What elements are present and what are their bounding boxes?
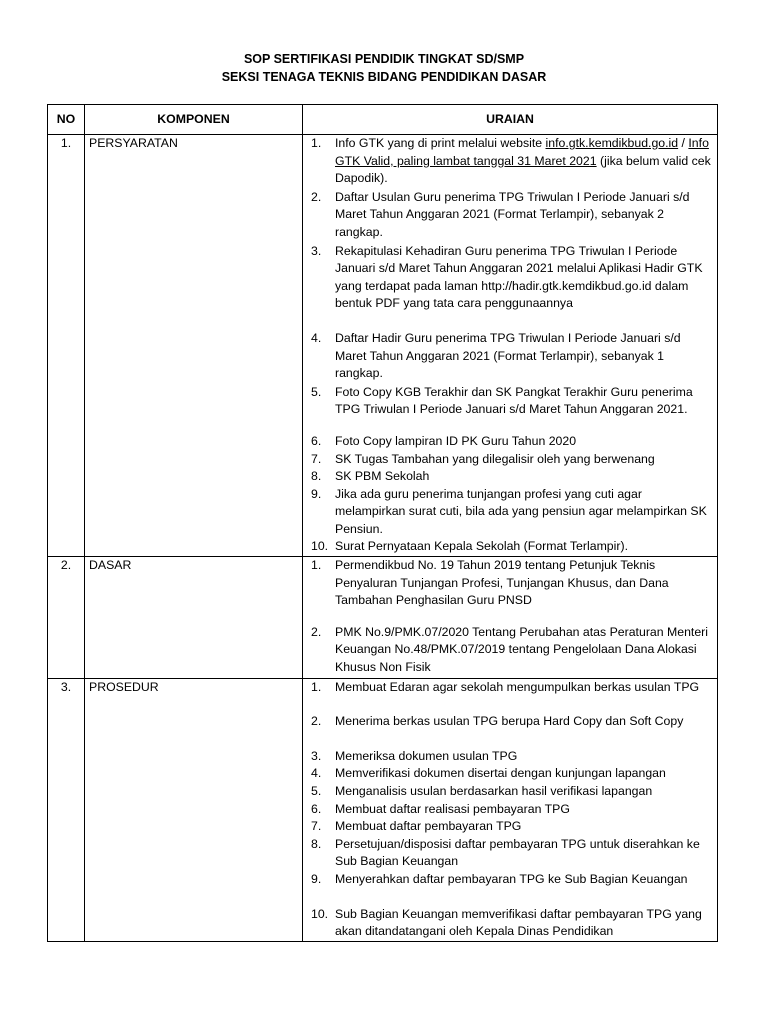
procedure-list [303,679,717,941]
row-description [303,135,718,557]
list-item: 1. Membuat Edaran agar sekolah mengumpulkan berkas usulan TPG [311,679,700,694]
list-item: 4. Daftar Hadir Guru penerima TPG Triwulan I Periode Januari s/d Maret Tahun Anggaran 2021 (Format Terlampir), sebanyak 1 rangkap. [311,330,681,381]
header-komponen: KOMPONEN [85,105,303,135]
row-component: DASAR [85,557,303,679]
header-no: NO [48,105,85,135]
list-item: 2. Menerima berkas usulan TPG berupa Hard Copy dan Soft Copy [311,714,684,729]
list-item: 8. SK PBM Sekolah [311,469,430,484]
row-component: PROSEDUR [85,678,303,941]
row-number: 2. [48,557,85,679]
list-item: 10. Sub Bagian Keuangan memverifikasi daftar pembayaran TPG yang akan ditandatangani oleh Kepala Dinas Pendidikan [311,906,702,939]
table-row [48,135,718,557]
gtk-website-link[interactable]: info.gtk.kemdikbud.go.id [545,136,679,150]
requirement-list [303,135,717,556]
list-item: 4. Memverifikasi dokumen disertai dengan kunjungan lapangan [311,766,666,781]
row-description [303,678,718,941]
gtk-valid-link[interactable]: Info GTK Valid, paling lambat tanggal 31 Maret 2021 [335,136,709,168]
document-subtitle: SEKSI TENAGA TEKNIS BIDANG PENDIDIKAN DASAR [221,70,547,84]
list-item: 5. Menganalisis usulan berdasarkan hasil verifikasi lapangan [311,784,653,798]
row-number: 1. [48,135,85,557]
list-item: 9. Jika ada guru penerima tunjangan profesi yang cuti agar melampirkan surat cuti, bila ada yang pensiun agar melampirkan SK Pensiun. [311,486,707,536]
list-item: 3. Memeriksa dokumen usulan TPG [311,748,518,763]
document-title: SOP SERTIFIKASI PENDIDIK TINGKAT SD/SMP [243,52,525,66]
list-item: 8. Persetujuan/disposisi daftar pembayaran TPG untuk diserahkan ke Sub Bagian Keuangan [311,836,700,869]
list-item: 2. PMK No.9/PMK.07/2020 Tentang Perubahan atas Peraturan Menteri Keuangan No.48/PMK.07/2019 tentang Pengelolaan Dana Alokasi Khusus Non Fisik [311,624,709,675]
list-item: 2. Daftar Usulan Guru penerima TPG Triwulan I Periode Januari s/d Maret Tahun Anggaran 2021 (Format Terlampir), sebanyak 2 rangkap. [311,189,690,239]
row-description [303,557,718,679]
table-header-row [48,105,718,135]
sop-table [47,104,718,942]
table-row [48,557,718,679]
list-item: 6. Foto Copy lampiran ID PK Guru Tahun 2020 [311,433,577,448]
header-uraian: URAIAN [303,105,718,135]
basis-list [303,557,717,677]
list-item: 5. Foto Copy KGB Terakhir dan SK Pangkat Terakhir Guru penerima TPG Triwulan I Periode Januari s/d Maret Tahun Anggaran 2021. [311,384,693,417]
table-row [48,678,718,941]
list-item: 10. Surat Pernyataan Kepala Sekolah (Format Terlampir). [311,539,628,554]
list-item: 6. Membuat daftar realisasi pembayaran TPG [311,801,570,816]
list-item: 1. Permendikbud No. 19 Tahun 2019 tentang Petunjuk Teknis Penyaluran Tunjangan Profesi, Tunjangan Khusus, dan Dana Tambahan Penghasilan Guru PNSD [311,558,669,608]
row-number: 3. [48,678,85,941]
list-item: 9. Menyerahkan daftar pembayaran TPG ke Sub Bagian Keuangan [311,871,688,886]
list-item: 7. SK Tugas Tambahan yang dilegalisir oleh yang berwenang [311,451,655,466]
list-item: 7. Membuat daftar pembayaran TPG [311,819,522,834]
list-item: 1. Info GTK yang di print melalui website info.gtk.kemdikbud.go.id / Info GTK Valid, paling lambat tanggal 31 Maret 2021 (jika belum valid cek Dapodik). [311,136,711,186]
list-item: 3. Rekapitulasi Kehadiran Guru penerima TPG Triwulan I Periode Januari s/d Maret Tahun Anggaran 2021 melalui Aplikasi Hadir GTK yang terdapat pada laman http://hadir.gtk.kemdikbud.go.id dalam bentuk PDF yang tata cara penggunaannya [311,243,703,311]
row-component: PERSYARATAN [85,135,303,557]
